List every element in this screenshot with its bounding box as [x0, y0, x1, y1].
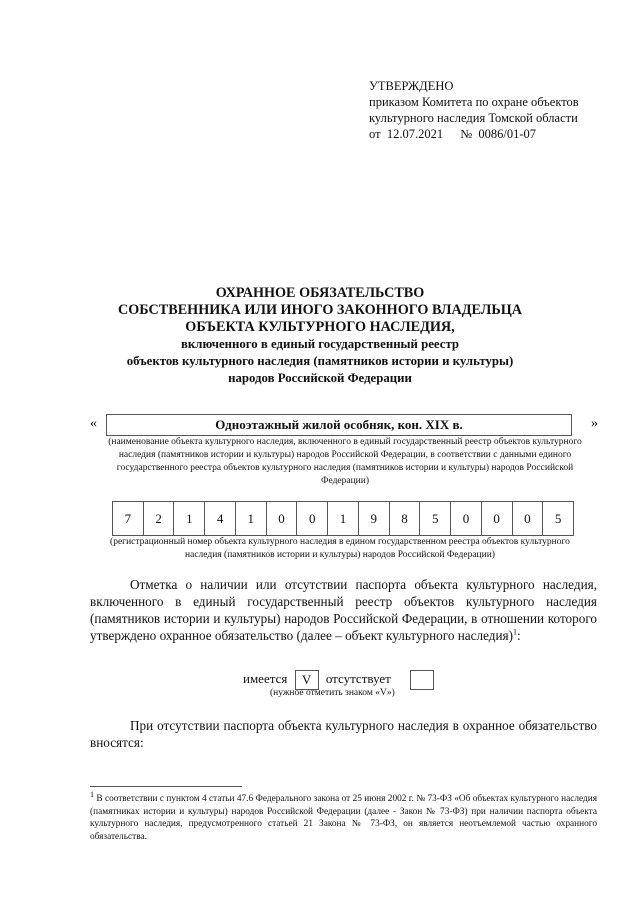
registration-digit-cell: 1 [236, 502, 267, 535]
title-line-3: ОБЪЕКТА КУЛЬТУРНОГО НАСЛЕДИЯ, [185, 319, 455, 335]
registration-digit-cell: 0 [267, 502, 298, 535]
footnote-mark: 1 [90, 789, 94, 799]
footnote-text: В соответствии с пунктом 4 статьи 47.6 Федерального закона от 25 июня 2002 г. № 73-ФЗ «Об объектах культурного наследия (памятниках истории и культуры) народов Российской Федерации (далее - Закон № 73-ФЗ) при наличии паспорта объекта культурного наследия, предусмотренного статьей 21 Закона № 73-ФЗ, он является неотъемлемой частью охранного обязательства. [90, 794, 597, 842]
approval-block [369, 78, 609, 142]
title-line-6: народов Российской Федерации [228, 371, 412, 385]
quote-close: » [591, 416, 598, 431]
registration-digit-cell: 0 [451, 502, 482, 535]
passport-paragraph-end: : [516, 628, 521, 643]
registration-digit-cell: 7 [113, 502, 144, 535]
passport-paragraph [90, 576, 597, 644]
registration-digit-cell: 5 [420, 502, 451, 535]
registration-digit-cell: 0 [513, 502, 544, 535]
passport-status-row [243, 669, 438, 689]
document-title [60, 285, 580, 387]
approval-heading: УТВЕРЖДЕНО [369, 79, 454, 93]
registration-digit-cell: 8 [390, 502, 421, 535]
passport-hint: (нужное отметить знаком «V») [270, 688, 395, 698]
registration-digit-cell: 1 [328, 502, 359, 535]
passport-absent-label: отсутствует [325, 671, 391, 686]
passport-paragraph-text: Отметка о наличии или отсутствии паспорта объекта культурного наследия, включенного в единый государственный реестр объектов культурного наследия (памятников истории и культуры) народов Российской Федерации, в отношении которого утверждено охранное обязательство (далее – объект культурного наследия) [90, 577, 597, 643]
quote-open: « [90, 416, 97, 431]
registration-digit-cell: 1 [174, 502, 205, 535]
approval-line-1: приказом Комитета по охране объектов [369, 95, 579, 109]
registration-digit-cell: 9 [359, 502, 390, 535]
approval-date-prefix: от [369, 127, 381, 141]
object-name-row [90, 414, 600, 436]
footnote-divider [90, 786, 242, 787]
object-name-field: Одноэтажный жилой особняк, кон. XIX в. [106, 414, 572, 436]
approval-date: 12.07.2021 [386, 127, 444, 141]
approval-number-prefix: № [460, 127, 473, 141]
approval-order-line [369, 126, 609, 142]
registration-digit-cell: 2 [144, 502, 175, 535]
registration-number-grid [112, 501, 574, 536]
passport-has-checkbox[interactable]: V [295, 670, 319, 690]
title-line-4: включенного в единый государственный реестр [180, 337, 459, 351]
registration-digit-cell: 5 [554, 511, 562, 526]
object-name-caption: (наименование объекта культурного наследия, включенного в единый государственный реестр объектов культурного наследия (памятников истории и культуры) народов Российской Федерации, в соответствии с данными единого государственного реестра объектов культурного наследия (памятников истории и культуры) народов Российской Федерации) [108, 437, 582, 486]
title-line-1: ОХРАННОЕ ОБЯЗАТЕЛЬСТВО [215, 285, 425, 301]
approval-number: 0086/01-07 [478, 127, 537, 141]
absence-paragraph: При отсутствии паспорта объекта культурного наследия в охранное обязательство вносятся: [90, 718, 597, 750]
approval-line-2: культурного наследия Томской области [369, 111, 578, 125]
passport-has-label: имеется [243, 671, 288, 686]
footnote [90, 789, 597, 843]
title-line-2: СОБСТВЕННИКА ИЛИ ИНОГО ЗАКОННОГО ВЛАДЕЛЬЦА [117, 302, 522, 318]
footnote-ref: 1 [512, 627, 517, 637]
registration-digit-cell: 0 [297, 502, 328, 535]
registration-digit-cell: 0 [482, 502, 513, 535]
passport-absent-checkbox[interactable] [410, 670, 434, 690]
registration-number-caption: (регистрационный номер объекта культурного наследия в едином государственном реестра объектов культурного наследия (памятников истории и культуры) народов Российской Федерации) [110, 537, 570, 560]
registration-digit-cell: 4 [205, 502, 236, 535]
title-line-5: объектов культурного наследия (памятников истории и культуры) [126, 354, 514, 368]
